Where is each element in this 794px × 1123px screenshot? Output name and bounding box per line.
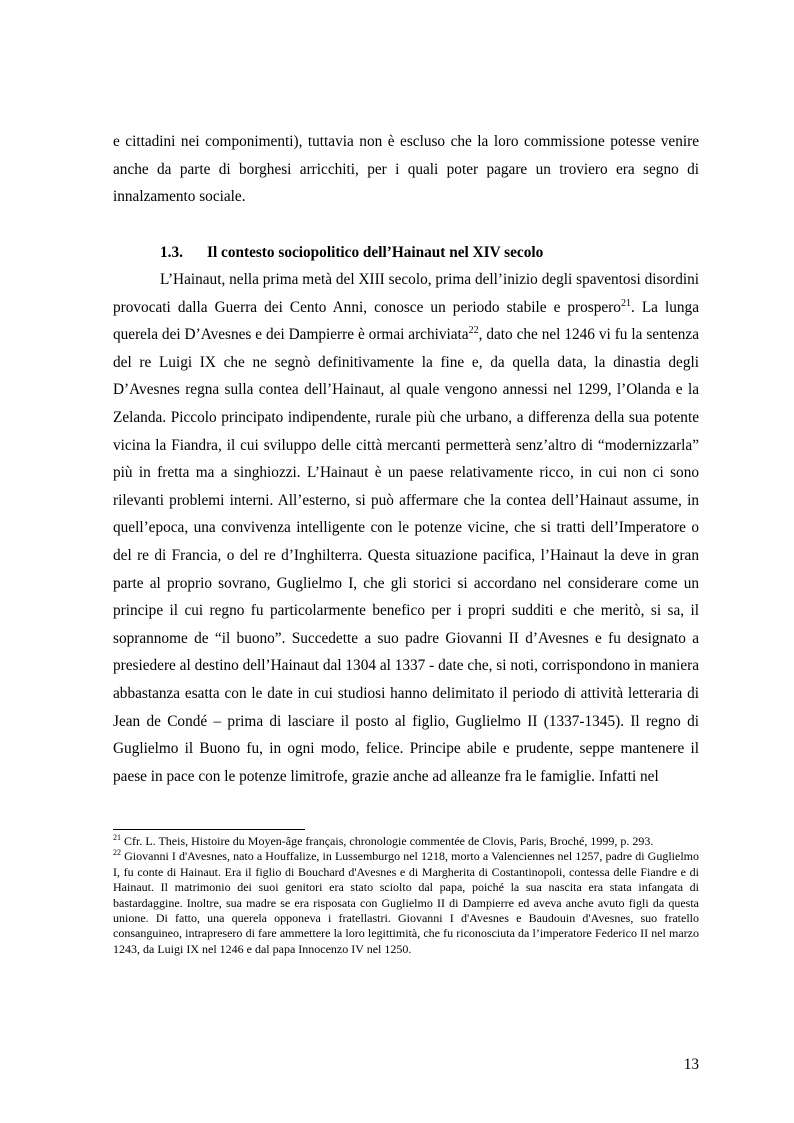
continued-paragraph: [113, 128, 699, 211]
footnote-number: 22: [113, 848, 121, 858]
footnote-22: [113, 849, 699, 957]
footnote-text: Cfr. L. Theis, Histoire du Moyen-âge français, chronologie commentée de Clovis, Paris, Broché, 1999, p. 293.: [124, 834, 654, 848]
section-heading: [160, 241, 543, 265]
footnote-divider: [113, 829, 305, 830]
section-title: Il contesto sociopolitico dell’Hainaut nel XIV secolo: [207, 244, 544, 261]
footnotes: [113, 834, 699, 957]
paragraph-text: e cittadini nei componimenti), tuttavia non è escluso che la loro commissione potesse venire anche da parte di borghesi arricchiti, per i quali poter pagare un troviero era segno di innalzamento sociale.: [113, 133, 699, 206]
body-paragraph: [113, 266, 699, 790]
footnote-ref-21[interactable]: 21: [620, 297, 631, 309]
footnote-21: [113, 834, 699, 849]
section-number: 1.3.: [160, 244, 183, 261]
page-number: 13: [683, 1056, 699, 1073]
body-text-part-1: L’Hainaut, nella prima metà del XIII secolo, prima dell’inizio degli spaventosi disordini provocati dalla Guerra dei Cento Anni, conosce un periodo stabile e prospero: [113, 271, 699, 316]
body-text-part-3: , dato che nel 1246 vi fu la sentenza del re Luigi IX che ne segnò definitivamente la fine e, da quella data, la dinastia degli D’Avesnes regna sulla contea dell’Hainaut, al quale vengono annessi nel 1299, l’Olanda e la Zelanda. Piccolo principato indipendente, rurale più che urbano, a differenza della sua potente vicina la Fiandra, il cui sviluppo delle città mercanti permetterà senz’altro di “modernizzarla” più in fretta ma a singhiozzi. L’Hainaut è un paese relativamente ricco, in cui non ci sono rilevanti problemi interni. All’esterno, si può affermare che la contea dell’Hainaut assume, in quell’epoca, una convivenza intelligente con le potenze vicine, che si tratti dell’Imperatore o del re di Francia, o del re d’Inghilterra. Questa situazione pacifica, l’Hainaut la deve in gran parte al proprio sovrano, Guglielmo I, che gli storici si accordano nel considerare come un principe il cui regno fu particolarmente benefico per i propri sudditi e che meritò, si sa, il soprannome de “il buono”. Succedette a suo padre Giovanni II d’Avesnes e fu designato a presiedere al destino dell’Hainaut dal 1304 al 1337 - date che, si noti, corrispondono in maniera abbastanza esatta con le date in cui studiosi hanno delimitato il periodo di attività letteraria di Jean de Condé – prima di lasciare il posto al figlio, Guglielmo II (1337-1345). Il regno di Guglielmo il Buono fu, in ogni modo, felice. Principe abile e prudente, seppe mantenere il paese in pace con le potenze limitrofe, grazie anche ad alleanze fra le famiglie. Infatti nel: [113, 326, 699, 785]
body-text-part-2: . La lunga querela dei D’Avesnes e dei Dampierre è ormai archiviata: [113, 298, 699, 344]
footnote-number: 21: [113, 833, 121, 842]
footnote-ref-22[interactable]: 22: [468, 325, 479, 337]
body-text: [113, 266, 699, 790]
footnote-text: Giovanni I d'Avesnes, nato a Houffalize, in Lussemburgo nel 1218, morto a Valenciennes nel 1257, padre di Guglielmo I, fu conte di Hainaut. Era il figlio di Bouchard d'Avesnes e di Margherita di Costantinopoli, contessa delle Fiandre e di Hainaut. Il matrimonio dei suoi genitori era stato sciolto dal papa, poiché la sua nascita era stata infangata di bastardaggine. Inoltre, sua madre se era risposata con Guglielmo II di Dampierre ed aveva anche avuto figli da questa unione. Di fatto, una querela opponeva i fratellastri. Giovanni I d'Avesnes e Baudouin d'Avesnes, suo fratello consanguineo, intrapresero di fare ammettere la loro legittimità, che fu riconosciuta da l’imperatore Federico II nel marzo 1243, da Luigi IX nel 1246 e dal papa Innocenzo IV nel 1250.: [113, 849, 700, 956]
